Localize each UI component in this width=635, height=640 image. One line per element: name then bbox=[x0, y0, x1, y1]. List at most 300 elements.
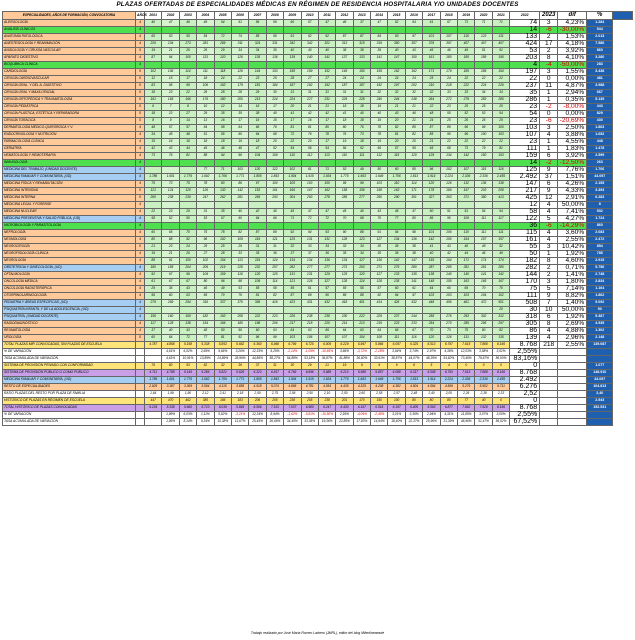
year-value: 4.711 bbox=[145, 370, 162, 377]
year-value: 3,01% bbox=[388, 412, 405, 419]
year-value: 78 bbox=[214, 230, 231, 237]
year-value: 67 bbox=[440, 20, 457, 27]
year-value: 9 bbox=[371, 363, 388, 370]
year-value bbox=[492, 223, 509, 230]
year-value: 65 bbox=[197, 293, 214, 300]
year-value: 134 bbox=[440, 153, 457, 160]
year-value: 5 bbox=[423, 363, 440, 370]
pct-value: 1,80% bbox=[558, 279, 587, 286]
year-value: 224 bbox=[284, 97, 301, 104]
year-value: 1.786 bbox=[145, 377, 162, 384]
year-value: 413 bbox=[492, 195, 509, 202]
year-value: 142 bbox=[388, 258, 405, 265]
pct-value bbox=[558, 349, 587, 356]
header-year-2009: 2009 bbox=[284, 12, 301, 20]
year-value: 8 bbox=[145, 118, 162, 125]
year-value: 79 bbox=[475, 146, 492, 153]
year-value bbox=[145, 62, 162, 69]
total-value: 448 bbox=[587, 139, 613, 146]
year-value: 363 bbox=[440, 195, 457, 202]
year-value bbox=[388, 160, 405, 167]
pct-value: 4,88% bbox=[558, 328, 587, 335]
year-value: 32 bbox=[371, 90, 388, 97]
dif-value: 5 bbox=[540, 216, 558, 223]
year-value: 97 bbox=[405, 34, 422, 41]
specialty-name: ALERGOLOGÍA bbox=[3, 20, 136, 27]
year-value: 258 bbox=[423, 314, 440, 321]
value-2023: 115 bbox=[510, 230, 540, 237]
header-year-2017: 2017 bbox=[423, 12, 440, 20]
year-value: 120 bbox=[405, 153, 422, 160]
year-value: 75 bbox=[458, 328, 475, 335]
year-value: 4.594 bbox=[423, 384, 440, 391]
year-value: 3,74% bbox=[405, 349, 422, 356]
year-value: 91 bbox=[371, 230, 388, 237]
year-value: 43 bbox=[405, 48, 422, 55]
year-value: 155 bbox=[440, 279, 457, 286]
year-value: 102 bbox=[145, 69, 162, 76]
year-value bbox=[336, 202, 353, 209]
year-value: 270 bbox=[440, 321, 457, 328]
year-value: 233 bbox=[405, 321, 422, 328]
year-value: 126 bbox=[440, 181, 457, 188]
year-value: 114 bbox=[266, 279, 283, 286]
year-value: 73 bbox=[145, 153, 162, 160]
value-2023: 8.768 bbox=[510, 370, 540, 377]
year-value bbox=[249, 202, 266, 209]
year-value: 19 bbox=[371, 104, 388, 111]
year-value: 95 bbox=[440, 216, 457, 223]
year-value: 29 bbox=[179, 209, 196, 216]
year-value: 58 bbox=[266, 286, 283, 293]
year-value: 226 bbox=[492, 83, 509, 90]
year-value bbox=[266, 62, 283, 69]
year-value: 19,36% bbox=[318, 419, 335, 426]
total-value: 1.863 bbox=[587, 125, 613, 132]
year-value: 312 bbox=[492, 314, 509, 321]
year-value: 4,61% bbox=[162, 356, 179, 363]
year-value: 16 bbox=[179, 139, 196, 146]
year-value: 75 bbox=[197, 230, 214, 237]
year-value: 9 bbox=[162, 118, 179, 125]
years-training: 4 bbox=[136, 146, 145, 153]
year-value bbox=[162, 160, 179, 167]
year-value: 6.325 bbox=[405, 342, 422, 349]
year-value: 27 bbox=[318, 76, 335, 83]
year-value: 121 bbox=[145, 188, 162, 195]
year-value bbox=[458, 160, 475, 167]
year-value: 156 bbox=[353, 188, 370, 195]
year-value: 103 bbox=[284, 335, 301, 342]
dif-value: 37 bbox=[540, 174, 558, 181]
value-2023: 0 bbox=[510, 398, 540, 405]
pct-value: -30,00% bbox=[558, 27, 587, 34]
year-value: 5,52% bbox=[214, 412, 231, 419]
year-value: 29 bbox=[197, 111, 214, 118]
year-value: 138 bbox=[423, 272, 440, 279]
year-value: 6.980 bbox=[301, 405, 318, 412]
year-value: 171 bbox=[458, 258, 475, 265]
year-value: 20 bbox=[492, 307, 509, 314]
years-training: 4 bbox=[136, 34, 145, 41]
year-value: 1.786 bbox=[145, 174, 162, 181]
year-value: 99 bbox=[353, 181, 370, 188]
dif-value: 4 bbox=[540, 335, 558, 342]
year-value: 33 bbox=[336, 244, 353, 251]
year-value bbox=[145, 349, 162, 356]
year-value bbox=[353, 307, 370, 314]
year-value: 1.914 bbox=[423, 174, 440, 181]
year-value: 5.234 bbox=[145, 405, 162, 412]
year-value bbox=[231, 160, 248, 167]
dif-value: 4 bbox=[540, 237, 558, 244]
dif-value: -2 bbox=[540, 160, 558, 167]
year-value: -4,09% bbox=[353, 412, 370, 419]
year-value: 163 bbox=[388, 188, 405, 195]
year-value: 327 bbox=[423, 195, 440, 202]
year-value: 19 bbox=[371, 118, 388, 125]
table-row bbox=[3, 293, 633, 300]
year-value: 69 bbox=[458, 286, 475, 293]
year-value bbox=[371, 62, 388, 69]
year-value: 380 bbox=[475, 195, 492, 202]
year-value: 121 bbox=[266, 237, 283, 244]
specialty-name: % DE VARIACIÓN bbox=[3, 349, 136, 356]
total-value: 1.077 bbox=[587, 363, 613, 370]
year-value: 103 bbox=[458, 293, 475, 300]
year-value bbox=[162, 307, 179, 314]
specialty-name: MEDICINA LEGAL Y FORENSE bbox=[3, 202, 136, 209]
year-value: 70 bbox=[179, 230, 196, 237]
year-value: 104 bbox=[475, 293, 492, 300]
year-value: 35 bbox=[266, 48, 283, 55]
year-value: 46 bbox=[475, 251, 492, 258]
year-value: 176 bbox=[197, 97, 214, 104]
year-value: 34 bbox=[492, 90, 509, 97]
year-value: 128 bbox=[336, 279, 353, 286]
total-value: 894 bbox=[587, 244, 613, 251]
value-2023: 30 bbox=[510, 307, 540, 314]
year-value: 40 bbox=[353, 209, 370, 216]
summary-row bbox=[3, 370, 633, 377]
year-value: 19 bbox=[145, 48, 162, 55]
table-row bbox=[3, 300, 633, 307]
year-value: 115 bbox=[388, 153, 405, 160]
pct-value: 1,40% bbox=[558, 300, 587, 307]
value-2023: 2.492 bbox=[510, 174, 540, 181]
year-value: 162 bbox=[318, 188, 335, 195]
years-training: 4 bbox=[136, 181, 145, 188]
dif-value: 4 bbox=[540, 328, 558, 335]
dif-value: 9 bbox=[540, 188, 558, 195]
year-value bbox=[145, 419, 162, 426]
year-value: 3.594 bbox=[197, 384, 214, 391]
header-year-2020: 2020 bbox=[475, 12, 492, 20]
year-value: 277 bbox=[301, 265, 318, 272]
pct-value: -50,00% bbox=[558, 62, 587, 69]
year-value: 57 bbox=[318, 286, 335, 293]
year-value: 12,33% bbox=[249, 349, 266, 356]
year-value bbox=[458, 27, 475, 34]
year-value: 203 bbox=[475, 188, 492, 195]
value-2023: 14 bbox=[510, 160, 540, 167]
year-value bbox=[266, 223, 283, 230]
year-value: 100 bbox=[475, 132, 492, 139]
years-training: 4 bbox=[136, 27, 145, 34]
year-value bbox=[475, 62, 492, 69]
year-value: 7.037 bbox=[284, 405, 301, 412]
year-value: 1.915 bbox=[301, 377, 318, 384]
table-row bbox=[3, 209, 633, 216]
year-value bbox=[145, 307, 162, 314]
year-value: 106 bbox=[301, 335, 318, 342]
dif-value: 8 bbox=[540, 55, 558, 62]
years-training: 4 bbox=[136, 251, 145, 258]
header-year-2021: 2021 bbox=[492, 12, 509, 20]
year-value: 2.336 bbox=[458, 377, 475, 384]
footer-credit: Trabajo realizado por José María Romeo Ladrero (JMRL), editor del blog Mifenlineaeade bbox=[250, 631, 385, 635]
year-value: 41 bbox=[336, 111, 353, 118]
year-value: 244 bbox=[388, 97, 405, 104]
header-year-2016: 2016 bbox=[405, 12, 422, 20]
year-value: 109 bbox=[231, 237, 248, 244]
year-value: 89 bbox=[336, 293, 353, 300]
dif-value: 4 bbox=[540, 132, 558, 139]
specialty-name: GERIATRÍA bbox=[3, 146, 136, 153]
value-2023: 83,16% bbox=[510, 356, 540, 363]
year-value: 31 bbox=[336, 90, 353, 97]
header-year-2013: 2013 bbox=[353, 12, 370, 20]
year-value: 90 bbox=[318, 293, 335, 300]
table-row bbox=[3, 97, 633, 104]
year-value: 2,93% bbox=[336, 412, 353, 419]
header-year-2003: 2003 bbox=[179, 12, 196, 20]
year-value: 1.904 bbox=[284, 174, 301, 181]
year-value: 0 bbox=[458, 363, 475, 370]
year-value: 104 bbox=[249, 153, 266, 160]
specialty-name: REUMATOLOGÍA bbox=[3, 328, 136, 335]
year-value: 40 bbox=[301, 48, 318, 55]
year-value bbox=[423, 62, 440, 69]
year-value bbox=[336, 223, 353, 230]
summary-row bbox=[3, 391, 633, 398]
year-value: 4.781 bbox=[301, 384, 318, 391]
year-value: 280 bbox=[492, 265, 509, 272]
year-value: 1,99 bbox=[162, 391, 179, 398]
year-value bbox=[214, 307, 231, 314]
year-value: 80 bbox=[336, 125, 353, 132]
year-value: 142 bbox=[231, 188, 248, 195]
total-value: 2.155 bbox=[587, 181, 613, 188]
specialty-name: ONCOLOGÍA MÉDICA bbox=[3, 279, 136, 286]
year-value: 21 bbox=[423, 139, 440, 146]
specialty-name: MEDICINA DEL TRABAJO, (UNIDAD DOCENTE) bbox=[3, 167, 136, 174]
year-value: 18 bbox=[197, 139, 214, 146]
year-value: 18 bbox=[145, 90, 162, 97]
year-value: 26 bbox=[197, 90, 214, 97]
years-training: 4 bbox=[136, 209, 145, 216]
year-value: 85 bbox=[405, 125, 422, 132]
year-value: 29 bbox=[301, 363, 318, 370]
year-value: 4.054 bbox=[318, 384, 335, 391]
year-value: 49 bbox=[475, 244, 492, 251]
year-value: 370 bbox=[231, 300, 248, 307]
year-value: 35 bbox=[249, 251, 266, 258]
specialty-name: NEUROLOGÍA bbox=[3, 258, 136, 265]
year-value: 91 bbox=[284, 34, 301, 41]
year-value: 43 bbox=[179, 328, 196, 335]
pct-value: 0,00% bbox=[558, 76, 587, 83]
year-value: 22,85% bbox=[336, 419, 353, 426]
year-value: 10,91% bbox=[179, 356, 196, 363]
year-value: 279 bbox=[458, 97, 475, 104]
year-value: -10,65% bbox=[318, 349, 335, 356]
year-value: 18 bbox=[249, 139, 266, 146]
year-value: 142 bbox=[492, 272, 509, 279]
year-value bbox=[371, 307, 388, 314]
years-training bbox=[136, 384, 145, 391]
years-training: 4 bbox=[136, 160, 145, 167]
year-value: 2,94% bbox=[423, 412, 440, 419]
year-value: 50 bbox=[371, 167, 388, 174]
year-value: 137 bbox=[336, 55, 353, 62]
year-value: 23 bbox=[162, 244, 179, 251]
year-value: 82 bbox=[266, 293, 283, 300]
years-training: 4 bbox=[136, 321, 145, 328]
year-value: 37 bbox=[249, 363, 266, 370]
year-value: 2,57 bbox=[388, 391, 405, 398]
year-value: 192 bbox=[318, 83, 335, 90]
table-row bbox=[3, 34, 633, 41]
dif-value bbox=[540, 384, 558, 391]
years-training bbox=[136, 405, 145, 412]
year-value bbox=[423, 27, 440, 34]
year-value: 337 bbox=[214, 300, 231, 307]
year-value: 70 bbox=[423, 328, 440, 335]
value-2023: 58 bbox=[510, 209, 540, 216]
year-value: 1.649 bbox=[371, 377, 388, 384]
value-2023: 22 bbox=[510, 76, 540, 83]
years-training: 4 bbox=[136, 293, 145, 300]
total-value: 104.813 bbox=[587, 384, 613, 391]
year-value: 6.696 bbox=[301, 370, 318, 377]
pct-value: 4,60% bbox=[558, 258, 587, 265]
year-value: 28 bbox=[214, 90, 231, 97]
year-value: 6.405 bbox=[405, 405, 422, 412]
years-training: 5 bbox=[136, 83, 145, 90]
year-value: 126 bbox=[231, 55, 248, 62]
year-value bbox=[231, 307, 248, 314]
specialty-name: MEDICINA INTERNA bbox=[3, 195, 136, 202]
year-value: 6.725 bbox=[301, 342, 318, 349]
year-value: 96 bbox=[214, 279, 231, 286]
year-value: 40 bbox=[266, 111, 283, 118]
year-value: 185 bbox=[458, 55, 475, 62]
value-2023: 161 bbox=[510, 237, 540, 244]
year-value bbox=[301, 202, 318, 209]
year-value: 77 bbox=[197, 335, 214, 342]
year-value: 20 bbox=[301, 139, 318, 146]
year-value: 25 bbox=[492, 104, 509, 111]
year-value: 103 bbox=[492, 132, 509, 139]
specialty-name: CARDIOLOGÍA bbox=[3, 69, 136, 76]
year-value: 58,27% bbox=[266, 356, 283, 363]
year-value: 81 bbox=[249, 293, 266, 300]
year-value: 89 bbox=[266, 230, 283, 237]
year-value: -2,18% bbox=[371, 349, 388, 356]
year-value: 122 bbox=[266, 167, 283, 174]
total-value bbox=[587, 349, 613, 356]
specialty-name: TOTAL PLAZAS MIR CONVOCADAS, SIN PLAZAS DE ESCUELA bbox=[3, 342, 136, 349]
years-training: 4 bbox=[136, 125, 145, 132]
year-value: 287 bbox=[423, 265, 440, 272]
year-value: 226 bbox=[145, 41, 162, 48]
year-value: 271 bbox=[371, 265, 388, 272]
dif-value: 3 bbox=[540, 125, 558, 132]
year-value: 77 bbox=[458, 398, 475, 405]
year-value: 73,45% bbox=[458, 356, 475, 363]
value-2023: 8.768 bbox=[510, 405, 540, 412]
value-2023: 111 bbox=[510, 146, 540, 153]
year-value: 91 bbox=[162, 258, 179, 265]
year-value: 43 bbox=[388, 111, 405, 118]
years-training: 5 bbox=[136, 188, 145, 195]
year-value: 205 bbox=[197, 265, 214, 272]
specialty-name: CIRUGÍA GRAL. Y DEL A. DIGESTIVO bbox=[3, 83, 136, 90]
year-value bbox=[405, 202, 422, 209]
year-value: 64 bbox=[231, 125, 248, 132]
year-value: 54 bbox=[318, 146, 335, 153]
year-value bbox=[405, 307, 422, 314]
year-value: 123 bbox=[353, 237, 370, 244]
year-value bbox=[353, 62, 370, 69]
year-value: 140 bbox=[440, 272, 457, 279]
year-value: 136 bbox=[475, 181, 492, 188]
year-value: 407 bbox=[458, 41, 475, 48]
year-value: 124 bbox=[266, 258, 283, 265]
year-value: 36 bbox=[388, 244, 405, 251]
year-value bbox=[423, 307, 440, 314]
year-value: 5.662 bbox=[231, 342, 248, 349]
year-value: 41,88% bbox=[336, 356, 353, 363]
year-value: 106 bbox=[162, 69, 179, 76]
year-value: 18 bbox=[353, 118, 370, 125]
specialty-name: OFTALMOLOGÍA bbox=[3, 272, 136, 279]
year-value: 48 bbox=[179, 132, 196, 139]
header-year-2010: 2010 bbox=[301, 12, 318, 20]
year-value: 134 bbox=[336, 258, 353, 265]
year-value: 279 bbox=[145, 300, 162, 307]
year-value: 18 bbox=[145, 111, 162, 118]
table-row bbox=[3, 118, 633, 125]
year-value: 22 bbox=[231, 76, 248, 83]
year-value: 313 bbox=[336, 41, 353, 48]
year-value: 150 bbox=[440, 237, 457, 244]
year-value: 321 bbox=[318, 41, 335, 48]
year-value: 76 bbox=[266, 125, 283, 132]
pct-value bbox=[558, 363, 587, 370]
year-value: 46 bbox=[458, 244, 475, 251]
dif-value: -6 bbox=[540, 118, 558, 125]
year-value: 60 bbox=[388, 286, 405, 293]
year-value: 141 bbox=[405, 279, 422, 286]
value-2023: 23 bbox=[510, 139, 540, 146]
pct-value: 0,35% bbox=[558, 97, 587, 104]
header-year-2014: 2014 bbox=[371, 12, 388, 20]
year-value: 15 bbox=[162, 76, 179, 83]
year-value: 162 bbox=[405, 69, 422, 76]
table-row bbox=[3, 202, 633, 209]
